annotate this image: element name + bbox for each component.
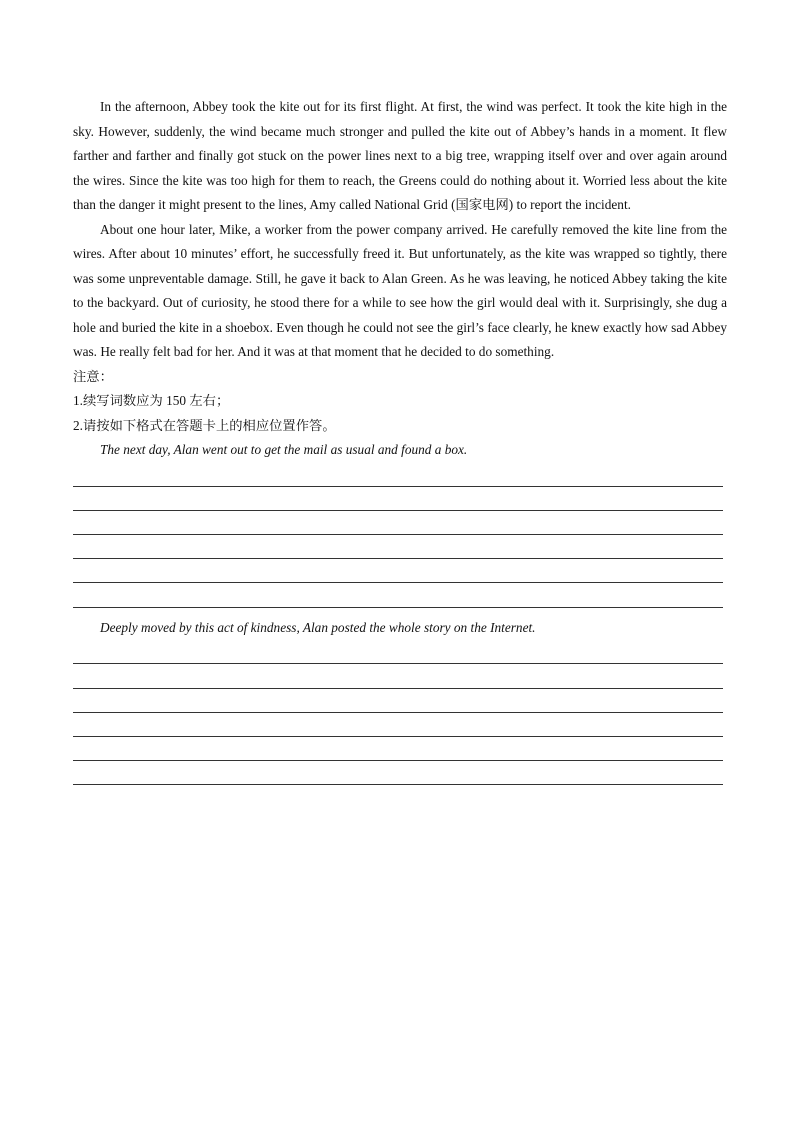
worksheet-page [73, 95, 727, 785]
note-item-word-count: 1.续写词数应为 150 左右； [73, 393, 230, 408]
passage-paragraph-2: About one hour later, Mike, a worker from the power company arrived. He carefully removed the kite line from the wires. After about 10 minutes’ effort, he successfully freed it. But unfortunately, as the kite was wrapped so tightly, there was some unpreventable damage. Still, he gave it back to Alan Green. As he was leaving, he noticed Abbey taking the kite to the backyard. Out of curiosity, he stood there for a while to see how the girl would deal with it. Surprisingly, she dug a hole and buried the kite in a shoebox. Even though he could not see the girl’s face clearly, he knew exactly how sad Abbey was. He really felt bad for her. And it was at that moment that he decided to do something. [73, 221, 727, 359]
answer-line[interactable] [73, 664, 723, 688]
note-item-format: 2.请按如下格式在答题卡上的相应位置作答。 [73, 417, 336, 433]
answer-lines-1[interactable] [73, 463, 723, 608]
continuation-prompt-2: Deeply moved by this act of kindness, Alan posted the whole story on the Internet. [100, 619, 536, 635]
continuation-prompt-1: The next day, Alan went out to get the mail as usual and found a box. [100, 442, 468, 457]
answer-line[interactable] [73, 487, 723, 511]
answer-line[interactable] [73, 713, 723, 737]
spacer [73, 608, 727, 616]
answer-lines-2[interactable] [73, 640, 723, 785]
answer-line[interactable] [73, 761, 723, 785]
answer-line[interactable] [73, 535, 723, 559]
answer-line[interactable] [73, 737, 723, 761]
answer-line[interactable] [73, 640, 723, 664]
notes-heading: 注意： [73, 368, 113, 384]
answer-line[interactable] [73, 463, 723, 487]
answer-line[interactable] [73, 559, 723, 583]
passage-paragraph-1: In the afternoon, Abbey took the kite out for its first flight. At first, the wind was perfect. It took the kite high in the sky. However, suddenly, the wind became much stronger and pulled the kite out of Abbey’s hands in a moment. It flew farther and farther and finally got stuck on the power lines next to a big tree, wrapping itself over and over again around the wires. Since the kite was too high for them to reach, the Greens could do nothing about it. Worried less about the kite than the danger it might present to the lines, Amy called National Grid (国家电网) to report the incident. [73, 99, 727, 212]
answer-line[interactable] [73, 689, 723, 713]
answer-line[interactable] [73, 511, 723, 535]
answer-line[interactable] [73, 583, 723, 607]
